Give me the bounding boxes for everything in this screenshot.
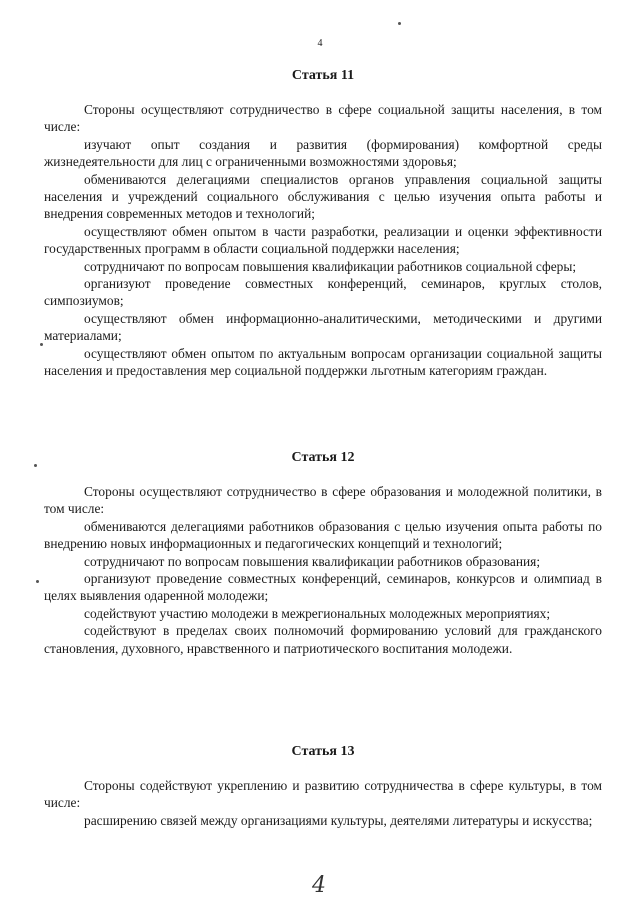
- paragraph: осуществляют обмен информационно-аналитическими, методическими и другими материалами;: [44, 310, 602, 344]
- paragraph: осуществляют обмен опытом в части разработки, реализации и оценки эффективности государственных программ в области социальной поддержки населения;: [44, 223, 602, 257]
- article-12: [44, 450, 602, 657]
- scan-speck: [40, 343, 43, 346]
- paragraph: сотрудничают по вопросам повышения квалификации работников социальной сферы;: [84, 258, 577, 274]
- paragraph: содействуют в пределах своих полномочий формированию условий для гражданского становления, духовного, нравственного и патриотического воспитания молодежи.: [44, 623, 602, 656]
- article-13: [44, 744, 602, 829]
- paragraph: организуют проведение совместных конференций, семинаров, круглых столов, симпозиумов;: [44, 276, 602, 309]
- scan-speck: [398, 22, 401, 25]
- article-11: [44, 68, 602, 380]
- paragraph: Стороны осуществляют сотрудничество в сфере социальной защиты населения, в том числе:: [44, 102, 602, 135]
- paragraph: Стороны осуществляют сотрудничество в сфере образования и молодежной политики, в том числе:: [44, 484, 602, 517]
- page-number: 4: [317, 38, 323, 49]
- handwritten-page-mark: 4: [312, 873, 326, 898]
- paragraph: Стороны содействуют укреплению и развитию сотрудничества в сфере культуры, в том числе:: [44, 778, 602, 811]
- paragraph: обмениваются делегациями работников образования с целью изучения опыта работы по внедрению новых информационных и педагогических концепций и технологий;: [44, 518, 602, 552]
- paragraph: осуществляют обмен опытом по актуальным вопросам организации социальной защиты населения и предоставления мер социальной поддержки льготным категориям граждан.: [44, 345, 602, 379]
- scan-speck: [36, 580, 39, 583]
- paragraph: организуют проведение совместных конференций, семинаров, конкурсов и олимпиад в целях выявления одаренной молодежи;: [44, 571, 602, 604]
- paragraph: сотрудничают по вопросам повышения квалификации работников образования;: [84, 553, 541, 569]
- article-title: Статья 13: [291, 744, 355, 759]
- article-title: Статья 12: [291, 450, 355, 465]
- paragraph: расширению связей между организациями культуры, деятелями литературы и искусства;: [84, 812, 593, 828]
- paragraph: обмениваются делегациями специалистов органов управления социальной защиты населения и учреждений социального обслуживания с целью изучения опыта работы и внедрения современных методов и технологий;: [44, 171, 602, 222]
- article-title: Статья 11: [291, 68, 355, 83]
- paragraph: содействуют участию молодежи в межрегиональных молодежных мероприятиях;: [84, 605, 551, 621]
- scan-speck: [34, 464, 37, 467]
- paragraph: изучают опыт создания и развития (формирования) комфортной среды жизнедеятельности для лиц с ограниченными возможностями здоровья;: [44, 136, 602, 170]
